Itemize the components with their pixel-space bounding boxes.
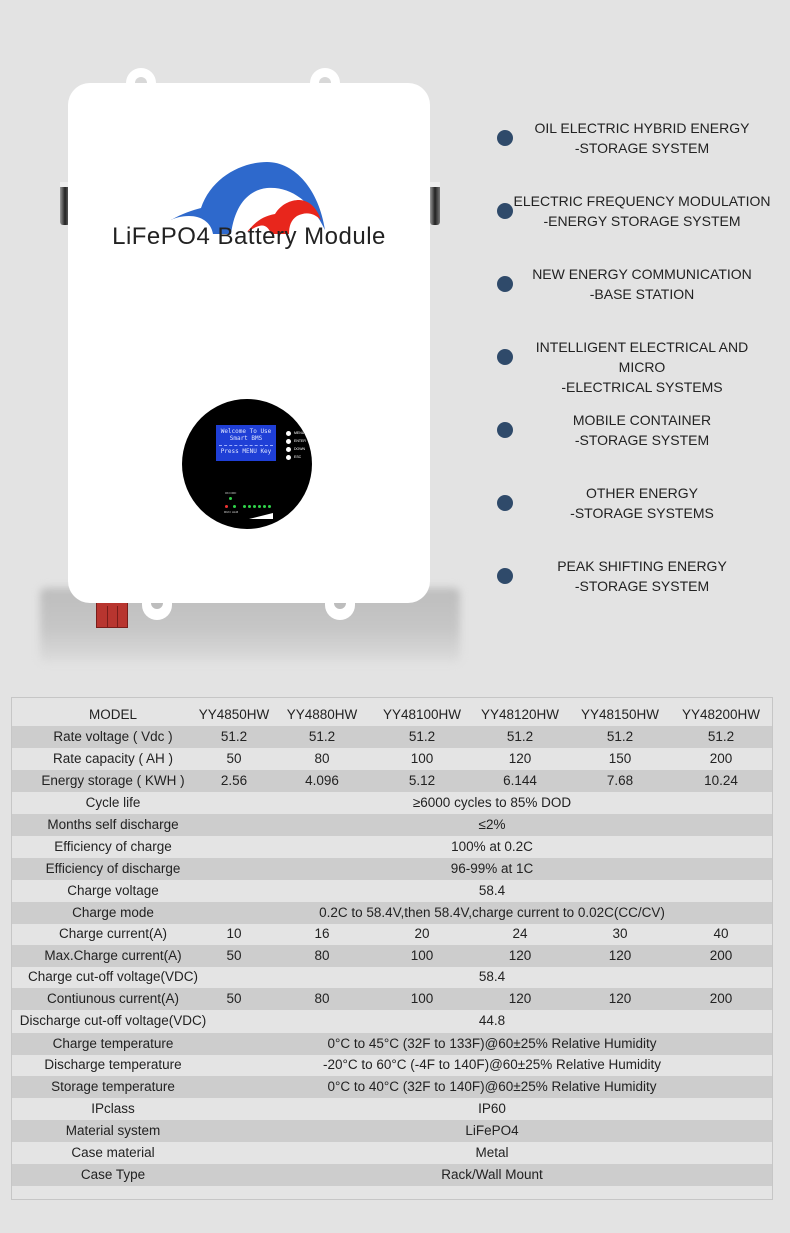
table-row xyxy=(12,814,772,836)
row-value: 10.24 xyxy=(704,773,738,788)
bullet-icon xyxy=(497,568,513,584)
table-row xyxy=(12,1010,772,1032)
esc-key: ESC xyxy=(286,453,306,461)
table-row xyxy=(12,1164,772,1186)
table-row xyxy=(12,1098,772,1120)
row-value: 0.2C to 58.4V,then 58.4V,charge current to 0.02C(CC/CV) xyxy=(319,905,665,920)
row-label: Rate voltage ( Vdc ) xyxy=(53,729,173,744)
row-value: -20°C to 60°C (-4F to 140F)@60±25% Relative Humidity xyxy=(322,1057,662,1072)
product-title: LiFePO4 Battery Module xyxy=(112,223,386,250)
row-value: Rack/Wall Mount xyxy=(441,1167,543,1182)
row-label: Efficiency of discharge xyxy=(45,861,181,876)
row-label: Contiunous current(A) xyxy=(46,991,180,1006)
row-value: Metal xyxy=(475,1145,509,1160)
application-item: INTELLIGENT ELECTRICAL AND MICRO -ELECTRICAL SYSTEMS xyxy=(490,337,780,381)
header-label: MODEL xyxy=(88,707,137,722)
power-label: ON OFF xyxy=(225,491,237,495)
application-item: PEAK SHIFTING ENERGY -STORAGE SYSTEM xyxy=(490,556,780,600)
row-value: 0°C to 45°C (32F to 133F)@60±25% Relative Humidity xyxy=(327,1036,657,1051)
application-item: NEW ENERGY COMMUNICATION -BASE STATION xyxy=(490,264,780,308)
table-row xyxy=(12,1120,772,1142)
row-value: 51.2 xyxy=(506,729,534,744)
row-value: 100 xyxy=(410,751,434,766)
row-value: 80 xyxy=(314,948,330,963)
row-value: 96-99% at 1C xyxy=(450,861,534,876)
soc-led-icon xyxy=(253,505,256,508)
lcd-line-2: Smart BMS xyxy=(229,435,263,442)
application-item: OTHER ENERGY -STORAGE SYSTEMS xyxy=(490,483,780,527)
row-value: 200 xyxy=(709,948,733,963)
row-label: Months self discharge xyxy=(47,817,179,832)
table-row xyxy=(12,748,772,770)
bullet-icon xyxy=(497,130,513,146)
row-label: Discharge temperature xyxy=(44,1057,182,1072)
down-key: DOWN xyxy=(286,445,306,453)
bullet-icon xyxy=(497,203,513,219)
row-value: 100% at 0.2C xyxy=(451,839,533,854)
header-model: YY48150HW xyxy=(580,707,660,722)
bms-display-panel xyxy=(182,399,312,529)
lcd-screen xyxy=(216,425,276,461)
row-value: IP60 xyxy=(478,1101,506,1116)
table-row xyxy=(12,945,772,967)
soc-led-icon xyxy=(268,505,271,508)
table-row xyxy=(12,923,772,945)
header-model: YY4850HW xyxy=(198,707,270,722)
row-value: 10 xyxy=(226,926,242,941)
right-handle-icon xyxy=(430,182,440,225)
row-label: Charge temperature xyxy=(52,1036,174,1051)
table-header-row xyxy=(12,704,772,726)
table-row xyxy=(12,836,772,858)
row-value: 5.12 xyxy=(408,773,436,788)
row-value: 50 xyxy=(226,948,242,963)
row-value: 4.096 xyxy=(305,773,339,788)
row-value: LiFePO4 xyxy=(465,1123,519,1138)
row-label: Charge current(A) xyxy=(58,926,168,941)
row-value: 120 xyxy=(508,991,532,1006)
row-value: 51.2 xyxy=(308,729,336,744)
row-value: 200 xyxy=(709,751,733,766)
row-label: Charge voltage xyxy=(67,883,159,898)
table-row xyxy=(12,902,772,924)
row-value: 200 xyxy=(709,991,733,1006)
power-led-icon xyxy=(229,497,232,500)
header-model: YY48200HW xyxy=(681,707,761,722)
enter-key: ENTER xyxy=(286,437,306,445)
table-row xyxy=(12,988,772,1010)
application-item: OIL ELECTRIC HYBRID ENERGY -STORAGE SYSTEM xyxy=(490,118,780,162)
lcd-line-1: Welcome To Use xyxy=(220,428,272,435)
row-label: Discharge cut-off voltage(VDC) xyxy=(19,1013,207,1028)
row-value: 58.4 xyxy=(478,883,506,898)
row-value: 120 xyxy=(608,991,632,1006)
table-row xyxy=(12,792,772,814)
table-row xyxy=(12,966,772,988)
status-leds xyxy=(225,491,295,521)
application-item: MOBILE CONTAINER -STORAGE SYSTEM xyxy=(490,410,780,454)
run-label: RUN xyxy=(224,510,231,514)
row-value: 80 xyxy=(314,991,330,1006)
soc-led-icon xyxy=(263,505,266,508)
bullet-icon xyxy=(497,422,513,438)
row-value: ≥6000 cycles to 85% DOD xyxy=(412,795,572,810)
table-row xyxy=(12,880,772,902)
bullet-icon xyxy=(497,349,513,365)
row-label: Storage temperature xyxy=(51,1079,175,1094)
application-item: ELECTRIC FREQUENCY MODULATION -ENERGY STORAGE SYSTEM xyxy=(490,191,780,235)
table-row xyxy=(12,1054,772,1076)
row-value: 120 xyxy=(608,948,632,963)
power-terminal-icon xyxy=(96,601,128,628)
row-label: Rate capacity ( AH ) xyxy=(52,751,174,766)
row-label: Charge cut-off voltage(VDC) xyxy=(27,969,199,984)
header-model: YY48120HW xyxy=(480,707,560,722)
row-value: 100 xyxy=(410,991,434,1006)
bms-keys xyxy=(286,429,306,461)
bullet-icon xyxy=(497,276,513,292)
row-value: 40 xyxy=(713,926,729,941)
row-value: 51.2 xyxy=(707,729,735,744)
table-row xyxy=(12,770,772,792)
row-value: 16 xyxy=(314,926,330,941)
soc-led-icon xyxy=(258,505,261,508)
row-label: Efficiency of charge xyxy=(54,839,172,854)
row-value: 7.68 xyxy=(606,773,634,788)
row-label: Case material xyxy=(71,1145,155,1160)
row-label: Cycle life xyxy=(85,795,141,810)
row-value: 2.56 xyxy=(220,773,248,788)
row-value: 51.2 xyxy=(408,729,436,744)
row-label: Case Type xyxy=(80,1167,146,1182)
row-value: 51.2 xyxy=(606,729,634,744)
table-row xyxy=(12,1142,772,1164)
row-value: 20 xyxy=(414,926,430,941)
row-value: 120 xyxy=(508,948,532,963)
lcd-line-3: Press MENU Key xyxy=(220,448,272,455)
row-label: Max.Charge current(A) xyxy=(44,948,182,963)
capacity-wedge-icon xyxy=(249,513,273,519)
header-model: YY4880HW xyxy=(286,707,358,722)
row-label: Energy storage ( KWH ) xyxy=(41,773,185,788)
row-value: 150 xyxy=(608,751,632,766)
soc-led-icon xyxy=(243,505,246,508)
battery-product-image xyxy=(40,60,460,650)
row-value: 120 xyxy=(508,751,532,766)
row-label: Material system xyxy=(65,1123,161,1138)
menu-key: MENU xyxy=(286,429,306,437)
row-value: 51.2 xyxy=(220,729,248,744)
battery-case xyxy=(68,83,430,603)
row-value: ≤2% xyxy=(478,817,506,832)
bullet-icon xyxy=(497,495,513,511)
row-label: IPclass xyxy=(91,1101,135,1116)
row-value: 80 xyxy=(314,751,330,766)
run-led-icon xyxy=(225,505,228,508)
alarm-label: ALM xyxy=(232,510,239,514)
row-value: 100 xyxy=(410,948,434,963)
row-label: Charge mode xyxy=(72,905,154,920)
table-row xyxy=(12,726,772,748)
row-value: 30 xyxy=(612,926,628,941)
specification-table xyxy=(11,697,773,1200)
row-value: 0°C to 40°C (32F to 140F)@60±25% Relative Humidity xyxy=(327,1079,657,1094)
alarm-led-icon xyxy=(233,505,236,508)
row-value: 50 xyxy=(226,991,242,1006)
row-value: 6.144 xyxy=(503,773,537,788)
row-value: 58.4 xyxy=(478,969,506,984)
table-row xyxy=(12,1076,772,1098)
soc-led-icon xyxy=(248,505,251,508)
table-row xyxy=(12,1033,772,1055)
header-model: YY48100HW xyxy=(382,707,462,722)
table-row xyxy=(12,858,772,880)
row-value: 50 xyxy=(226,751,242,766)
row-value: 44.8 xyxy=(478,1013,506,1028)
row-value: 24 xyxy=(512,926,528,941)
